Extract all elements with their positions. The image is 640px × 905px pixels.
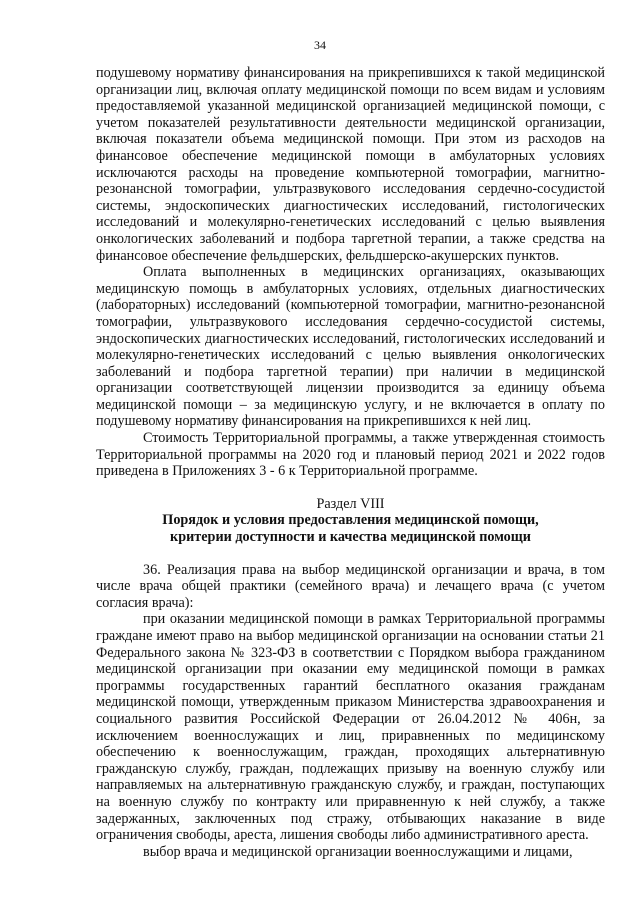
document-body (96, 65, 605, 860)
paragraph-item-36: 36. Реализация права на выбор медицинской организации и врача, в том числе врача общей практики (семейного врача) и лечащего врача (с учетом согласия врача): (96, 561, 605, 611)
section-title-line-2: критерии доступности и качества медицинской помощи (170, 529, 531, 546)
paragraph-cost: Стоимость Территориальной программы, а также утвержденная стоимость Территориальной программы на 2020 год и плановый период 2021 и 2022 годов приведена в Приложениях 3 - 6 к Территориальной программе. (96, 430, 605, 480)
page-number: 34 (314, 38, 326, 52)
section-title-line-1: Порядок и условия предоставления медицинской помощи, (162, 512, 539, 529)
section-heading: Раздел VIII (316, 495, 385, 512)
paragraph-choice-of-organization: при оказании медицинской помощи в рамках Территориальной программы граждане имеют право на выбор медицинской организации на основании статьи 21 Федерального закона № 323-ФЗ в соответствии с Порядком выбора гражданином медицинской организации при оказании ему медицинской помощи в рамках программы государственных гарантий бесплатного оказания гражданам медицинской помощи, утвержденным приказом Министерства здравоохранения и социального развития Российской Федерации от 26.04.2012 № 406н, за исключением военнослужащих и лиц, приравненных по медицинскому обеспечению к военнослужащим, граждан, проходящих альтернативную гражданскую службу, граждан, подлежащих призыву на военную службу или направляемых на альтернативную гражданскую службу, и граждан, поступающих на военную службу по контракту или приравненную к ней службу, а также задержанных, заключенных под стражу, отбывающих наказание в виде ограничения свободы, ареста, лишения свободы либо административного ареста. (96, 611, 605, 844)
paragraph-continuation: подушевому нормативу финансирования на прикрепившихся к такой медицинской организации лиц, включая оплату медицинской помощи по всем видам и условиям предоставляемой указанной медицинской организацией медицинской помощи, с учетом показателей результативности деятельности медицинской организации, включая показатели объема медицинской помощи. При этом из расходов на финансовое обеспечение медицинской помощи в амбулаторных условиях исключаются расходы на проведение компьютерной томографии, магнитно-резонансной томографии, ультразвукового исследования сердечно-сосудистой системы, эндоскопических диагностических исследований, гистологических исследований и молекулярно-генетических исследований с целью выявления онкологических заболеваний и подбора таргетной терапии, а также средства на финансовое обеспечение фельдшерских, фельдшерско-акушерских пунктов. (96, 65, 605, 264)
paragraph-choice-of-doctor: выбор врача и медицинской организации военнослужащими и лицами, (143, 843, 573, 860)
paragraph-payment: Оплата выполненных в медицинских организациях, оказывающих медицинскую помощь в амбулаторных условиях, отдельных диагностических (лабораторных) исследований (компьютерной томографии, магнитно-резонансной томографии, ультразвукового исследования сердечно-сосудистой системы, эндоскопических диагностических исследований, гистологических исследований и молекулярно-генетических исследований с целью выявления онкологических заболеваний и подбора таргетной терапии) при наличии в медицинской организации соответствующей лицензии производится за единицу объема медицинской помощи – за медицинскую услугу, и не включается в оплату по подушевому нормативу финансирования на прикрепившихся к ней лиц. (96, 264, 605, 430)
